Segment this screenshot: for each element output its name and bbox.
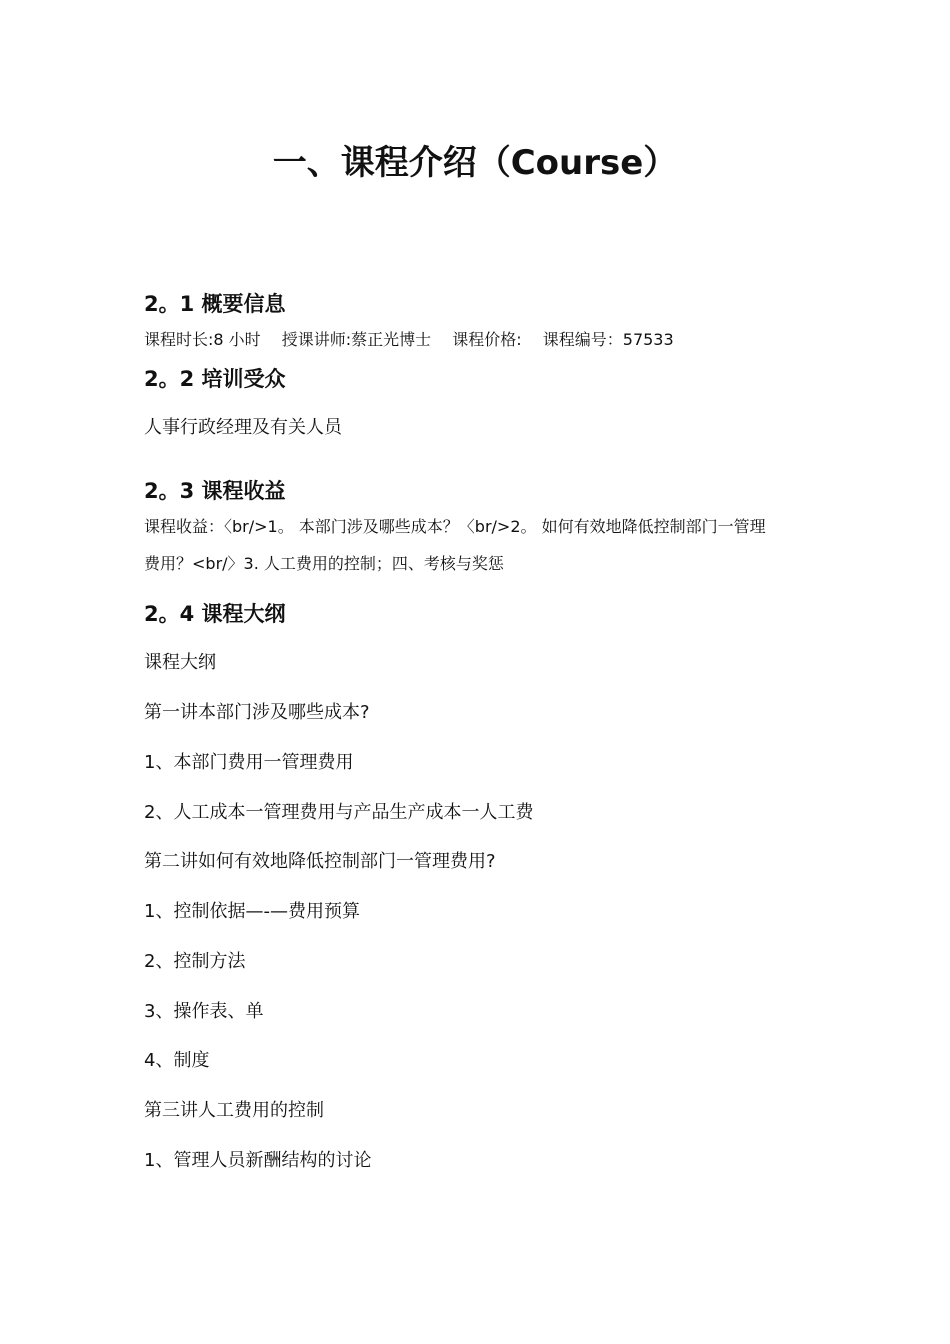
outline-item: 3、操作表、单 bbox=[144, 1001, 264, 1022]
course-instructor: 授课讲师:蔡正光博士 bbox=[281, 330, 432, 349]
outline-item: 2、控制方法 bbox=[144, 951, 246, 972]
audience-heading: 2。2 培训受众 bbox=[144, 367, 286, 391]
outline-heading: 2。4 课程大纲 bbox=[144, 602, 286, 626]
benefits-line-1: 课程收益：〈br/>1。 本部门涉及哪些成本？〈br/>2。 如何有效地降低控制部门一管理 bbox=[144, 517, 766, 536]
benefits-heading: 2。3 课程收益 bbox=[144, 479, 286, 503]
overview-meta bbox=[144, 329, 690, 351]
course-duration: 课程时长:8 小时 bbox=[144, 330, 261, 349]
outline-item: 课程大纲 bbox=[144, 652, 216, 673]
outline-item: 1、控制依据—-—费用预算 bbox=[144, 901, 360, 922]
course-price: 课程价格: bbox=[452, 330, 522, 349]
outline-item: 1、本部门费用一管理费用 bbox=[144, 752, 354, 773]
outline-item: 2、人工成本一管理费用与产品生产成本一人工费 bbox=[144, 802, 534, 823]
page-title: 一、课程介绍（Course） bbox=[272, 143, 678, 183]
outline-item: 1、管理人员新酬结构的讨论 bbox=[144, 1150, 372, 1171]
outline-item: 第三讲人工费用的控制 bbox=[144, 1100, 324, 1121]
outline-item: 4、制度 bbox=[144, 1050, 210, 1071]
outline-item: 第一讲本部门涉及哪些成本? bbox=[144, 702, 370, 723]
outline-item: 第二讲如何有效地降低控制部门一管理费用? bbox=[144, 851, 496, 872]
course-code: 课程编号：57533 bbox=[542, 330, 674, 349]
benefits-line-2: 费用？<br/〉3. 人工费用的控制；四、考核与奖惩 bbox=[144, 554, 504, 573]
audience-text: 人事行政经理及有关人员 bbox=[144, 417, 342, 438]
overview-heading: 2。1 概要信息 bbox=[144, 292, 286, 316]
